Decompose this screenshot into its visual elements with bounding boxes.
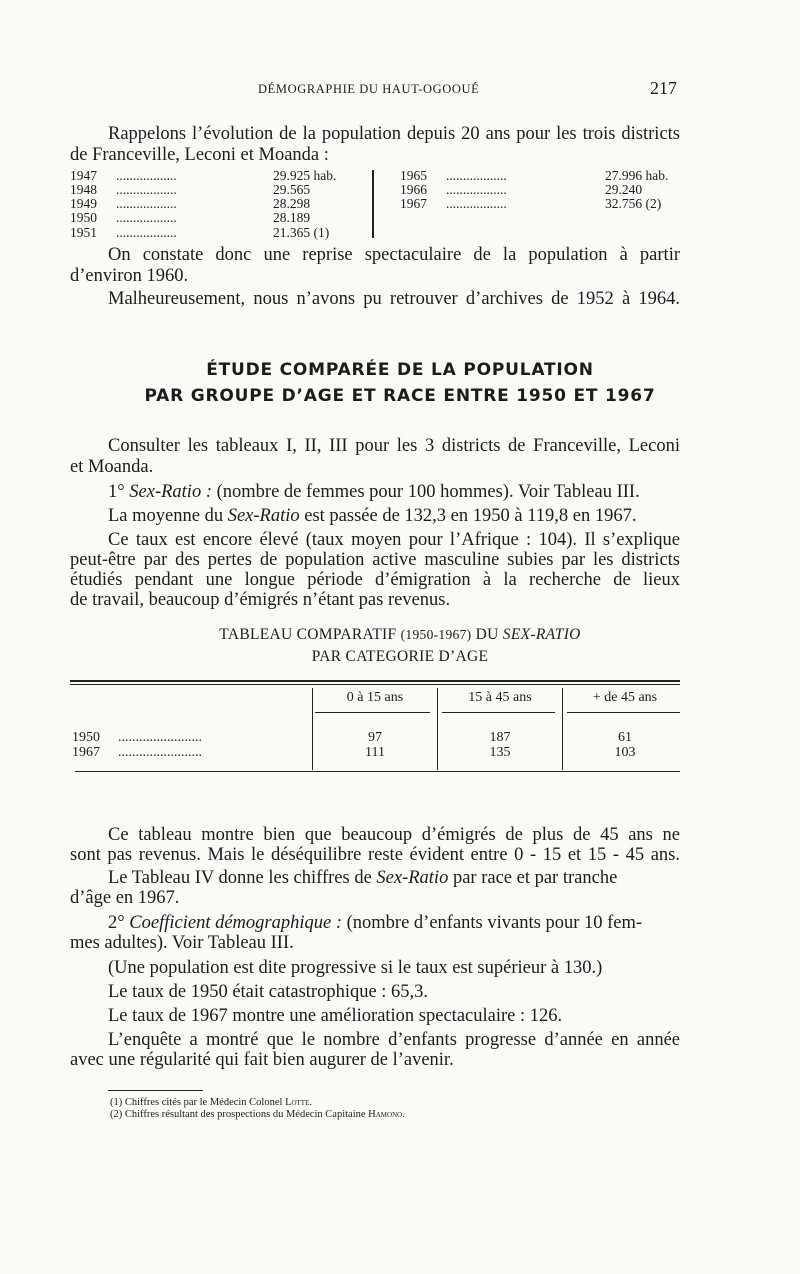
column-header: 15 à 45 ans (468, 690, 532, 705)
para-constate-line-2: d’environ 1960. (70, 266, 189, 286)
population-row: 1951 .................. 21.365 (1) (70, 225, 330, 240)
table-row: 1967 ........................ (72, 745, 202, 760)
para-enquete-line-1: L’enquête a montré que le nombre d’enfants progresse d’année en année (108, 1030, 680, 1050)
section-title-line-1: ÉTUDE COMPARÉE DE LA POPULATION (206, 360, 594, 380)
para-taux-line-1: Ce taux est encore élevé (taux moyen pour l’Afrique : 104). Il s’explique (108, 530, 680, 550)
column-header-underline (315, 712, 430, 713)
para-ce-tableau-line-2: sont pas revenus. Mais le déséquilibre reste évident entre 0 - 15 et 15 - 45 ans. (70, 845, 680, 865)
table-bottom-rule (75, 771, 680, 772)
footnote-1: (1) Chiffres cités par le Médecin Colonel Lotte. (110, 1097, 312, 1108)
population-row: 1965 .................. 27.996 hab. (400, 168, 669, 183)
table-cell: 187 (489, 730, 511, 745)
table-top-rule (70, 680, 680, 682)
population-row: 1967 .................. 32.756 (2) (400, 196, 662, 211)
intro-line-2: de Franceville, Leconi et Moanda : (70, 145, 329, 165)
intro-line-1: Rappelons l’évolution de la population depuis 20 ans pour les trois districts (108, 124, 680, 144)
para-progressive: (Une population est dite progressive si le taux est supérieur à 130.) (108, 958, 603, 978)
table-title-line-2: PAR CATEGORIE D’AGE (311, 648, 489, 665)
running-head: DÉMOGRAPHIE DU HAUT-OGOOUÉ (258, 82, 480, 96)
column-header: + de 45 ans (592, 690, 658, 705)
table-title-line-1: TABLEAU COMPARATIF (1950-1967) DU SEX-RATIO (219, 626, 581, 643)
section-title-line-2: PAR GROUPE D’AGE ET RACE ENTRE 1950 ET 1967 (144, 386, 656, 406)
population-row: 1948 .................. 29.565 (70, 182, 311, 197)
table-top-rule-2 (70, 684, 680, 685)
column-header: 0 à 15 ans (346, 690, 404, 705)
para-consulter-line-1: Consulter les tableaux I, II, III pour les 3 districts de Franceville, Leconi (108, 436, 680, 456)
column-divider (372, 170, 374, 238)
population-row: 1950 .................. 28.189 (70, 210, 311, 225)
para-ce-tableau-line-1: Ce tableau montre bien que beaucoup d’émigrés de plus de 45 ans ne (108, 825, 680, 845)
column-header-underline (567, 712, 680, 713)
para-constate-line-1: On constate donc une reprise spectaculaire de la population à partir (108, 245, 680, 265)
para-tableau-iv-line-2: d’âge en 1967. (70, 888, 180, 908)
table-row: 1950 ........................ (72, 730, 202, 745)
item-2-coefficient: 2° Coefficient démographique : (nombre d’enfants vivants pour 10 fem- (108, 913, 643, 933)
para-taux-1950: Le taux de 1950 était catastrophique : 65,3. (108, 982, 429, 1002)
para-taux-line-4: de travail, beaucoup d’émigrés n’étant pas revenus. (70, 590, 451, 610)
population-row: 1966 .................. 29.240 (400, 182, 643, 197)
column-header-underline (442, 712, 555, 713)
para-taux-line-2: peut-être par des pertes de population active masculine subies par les districts (70, 550, 680, 570)
para-tableau-iv-line-1: Le Tableau IV donne les chiffres de Sex-Ratio par race et par tranche (108, 868, 618, 888)
para-moyenne: La moyenne du Sex-Ratio est passée de 132,3 en 1950 à 119,8 en 1967. (108, 506, 637, 526)
table-cell: 135 (489, 745, 511, 760)
para-enquete-line-2: avec une régularité qui fait bien augurer de l’avenir. (70, 1050, 454, 1070)
item-2-line-2: mes adultes). Voir Tableau III. (70, 933, 294, 953)
para-malheureusement: Malheureusement, nous n’avons pu retrouver d’archives de 1952 à 1964. (108, 289, 680, 309)
para-consulter-line-2: et Moanda. (70, 457, 154, 477)
column-separator (562, 688, 563, 770)
population-row: 1947 .................. 29.925 hab. (70, 168, 337, 183)
para-taux-line-3: étudiés pendant une longue période d’émigration à la recherche de lieux (70, 570, 680, 590)
table-cell: 103 (614, 745, 636, 760)
table-cell: 61 (618, 730, 632, 745)
table-cell: 97 (368, 730, 382, 745)
column-separator (312, 688, 313, 770)
footnote-rule (108, 1090, 203, 1091)
population-row: 1949 .................. 28.298 (70, 196, 311, 211)
para-taux-1967: Le taux de 1967 montre une amélioration spectaculaire : 126. (108, 1006, 563, 1026)
footnote-2: (2) Chiffres résultant des prospections du Médecin Capitaine Hamono. (110, 1109, 405, 1120)
table-cell: 111 (365, 745, 385, 760)
column-separator (437, 688, 438, 770)
item-1-sex-ratio: 1° Sex-Ratio : (nombre de femmes pour 100 hommes). Voir Tableau III. (108, 482, 640, 502)
page-number: 217 (650, 78, 677, 98)
